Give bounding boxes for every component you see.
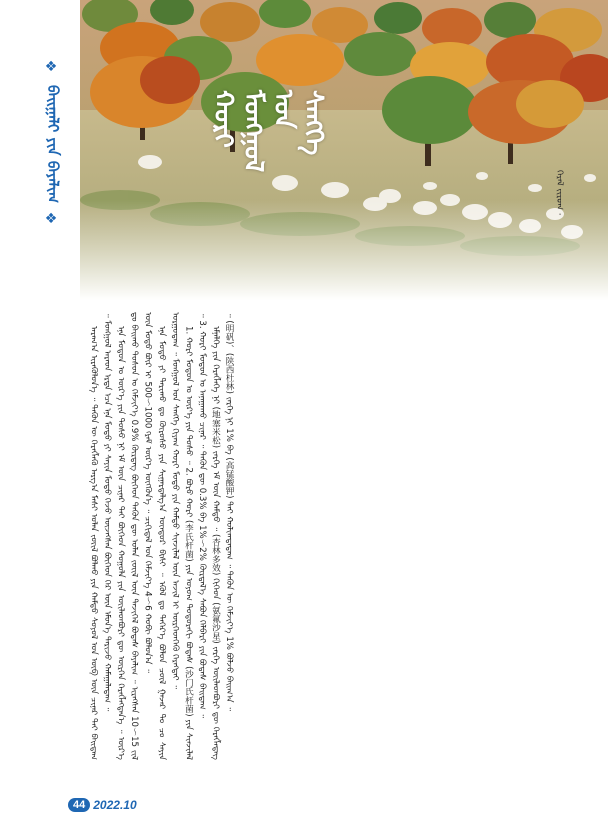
left-margin [0,0,80,831]
page-number: 44 [68,798,90,812]
article-paragraph: 1. ᠬᠣᠷᠢ ᠮᠣᠳᠣᠨ ᠤ ᠦᠷ᠎ᠡ ᠶᠢᠨ ᠲᠣᠰᠤ ᠃ 2. ᠪᠣᠷᠣ ᠬᠣᠷᠢ (李氏杆菌) ᠶᠢᠨ ᠤᠶᠤᠭ ᠳᠣᠲᠣᠷᠠᠬᠢ ᠪᠣᠳᠠᠰ (沙门氏杆菌) ᠶᠢᠨ ᠰᠢᠨᠵᠢᠯᠡᠯ ᠃ 3. ᠬᠣᠷᠢ ᠮᠣᠳᠣᠨ ᠤ ᠠᠨᠠᠭᠠᠬᠤ ᠴᠢᠨᠠᠷ ᠃ ᠲᠡᠭᠦᠨ ᠳᠦ 0.3% ᠪᠠ 1%～2% ᠬᠦᠷᠲᠡᠯ᠎ᠡ ᠰᠠᠪᠣᠨ ᠬᠡᠯᠪᠡᠷᠢ ᠶᠢᠨ ᠪᠣᠳᠠᠰ ᠪᠠᠢᠳᠠᠭ ᠃ [183,312,207,760]
photo-credit: ᠭᠡᠷᠡᠯ ᠵᠢᠷᠤᠭ · [554,170,564,216]
photo-title-line-4: ᠰᠡᠩᠬᠡ [298,90,328,156]
article-paragraph: ᠡᠮᠨᠡᠯᠭᠡ ᠶᠢᠨ ᠬᠡᠷᠡᠭᠯᠡᠭᠡ ᠨᠢ (地塞米松) ᠵᠡᠷᠭᠡ ᠡᠮ ᠦᠨ ᠬᠠᠮᠲᠤ ᠃ (杏林多效) ᠬᠢᠭᠡᠳ (氨氟沙星) ᠵᠡᠷᠭᠡ ᠦᠢᠯᠡᠳᠪᠦᠷᠢ ᠳᠦ ᠬᠡᠷᠡᠭᠯᠡᠳᠡᠭ ᠃ (明矾)、(陕西杜林) ᠵᠡᠷᠭᠡ ᠨᠢ 1% ᠪᠠ (高锰酸钾) ᠲᠠᠢ ᠬᠣᠯᠢᠭᠳᠠᠳᠠᠭ ᠃ ᠲᠡᠭᠦᠨ ᠦ ᠬᠡᠮᠵᠢᠶ᠎ᠡ 1% ᠪᠣᠯᠵᠤ ᠪᠠᠢᠭ᠎ᠠ ᠃ [210,312,235,760]
ornament-bottom-icon: ❖ [44,211,58,227]
article-paragraph: ᠠᠷᠠᠭ᠎ᠠ ᠢᠷᠡᠭᠦᠯᠦᠨ᠎ᠡ ᠃ ᠲᠡᠭᠦᠨ ᠦ ᠬᠡᠷᠡᠭᠯᠡᠬᠦ ᠠᠷᠭ᠎ᠠ ᠮᠠᠰᠢ ᠣᠯᠠᠨ ᠵᠦᠢᠯ ᠪᠣᠯᠬᠤ ᠶᠢᠨ ᠬᠠᠮᠲᠤ ᠰᠣᠶᠣᠯ ᠤᠨ ᠥᠪ ᠦᠨ ᠴᠢᠨᠠᠷ ᠲᠠᠢ ᠪᠠᠢᠳᠠᠭ ᠃ ᠮᠣᠩᠭᠣᠯ ᠠᠷᠠᠳ ᠡᠷᠲᠡ ᠡᠴᠡ ᠡᠨᠡ ᠮᠣᠳᠣ ᠶᠢ ᠰᠠᠶᠢᠨ ᠮᠣᠳᠣ ᠭᠡᠵᠦ ᠦᠵᠡᠭᠰᠡᠨ ᠪᠥᠭᠡᠳ ᠭᠡᠷ ᠦᠨ ᠡᠮᠦᠨ᠎ᠡ ᠲᠠᠷᠢᠵᠤ ᠬᠠᠮᠠᠭᠠᠯᠠᠳᠠᠭ ᠃ [88,312,113,760]
ornament-top-icon: ❖ [44,59,58,75]
article-paragraph: ᠡᠨᠡ ᠮᠣᠳᠣ ᠶᠢ ᠲᠠᠷᠢᠬᠤ ᠳᠤ ᠬᠥᠷᠦᠰᠦ ᠶᠢᠨ ᠰᠢᠭᠠᠷᠳᠠᠯᠭ᠎ᠠ ᠥᠨᠳᠥᠷ ᠪᠢᠰᠢ ᠃ ᠡᠭᠦᠯ ᠳᠤ ᠳᠡᠭᠡᠷ᠎ᠡ ᠪᠣᠯᠤᠨ ᠴᠥᠯ ᠭᠠᠵᠠᠷ ᠲᠤ ᠴᠤ ᠰᠠᠶᠢᠨ ᠤᠷᠭᠤᠳᠠᠭ ᠃ ᠮᠣᠩᠭᠣᠯ ᠤᠨ ᠰᠡᠩᠬᠡ ᠬᠢᠶᠠᠭ ᠬᠣᠷᠢ ᠮᠣᠳᠣ ᠶᠢᠨ ᠬᠠᠮᠲᠤ ᠰᠢᠨᠵᠢᠯᠡᠯ ᠦᠨ ᠠᠵᠢᠯ ᠢ ᠥᠷᠭᠡᠳᠬᠡᠬᠦ ᠬᠡᠷᠡᠭᠲᠡᠢ ᠃ [156,312,180,760]
landscape-photo [80,0,608,300]
page-footer [68,796,137,814]
article-body [86,312,600,760]
photo-title-line-3: ᠤᠨ [268,90,298,129]
article-paragraph: ᠡᠨᠡ ᠮᠣᠳᠣᠨ ᠤ ᠦᠷ᠎ᠡ ᠶᠢᠨ ᠲᠣᠰᠤ ᠨᠢ ᠡᠮ ᠦᠨ ᠴᠢᠨᠠᠷ ᠲᠠᠢ ᠪᠥᠭᠡᠳ ᠬᠣᠭᠣᠯᠠ ᠶᠢᠨ ᠦᠢᠯᠡᠳᠪᠦᠷᠢ ᠳᠦ ᠥᠷᠭᠡᠨ ᠬᠡᠷᠡᠭᠯᠡᠭᠳᠡᠨ᠎ᠡ ᠃ ᠦᠷ᠎ᠡ ᠳᠤ ᠪᠠᠢᠬᠤ ᠲᠣᠰᠤᠨ ᠤ ᠬᠡᠮᠵᠢᠶ᠎ᠡ 0.9% ᠬᠦᠷᠳᠡᠭ ᠪᠥᠭᠡᠳ ᠲᠡᠭᠦᠨ ᠳᠦ ᠣᠯᠠᠨ ᠵᠦᠢᠯ ᠦᠨ ᠲᠡᠵᠢᠭᠡᠯ ᠪᠣᠳᠠᠰ ᠪᠠᠶᠠᠯᠢᠭ ᠃ ᠢᠷᠡᠭᠰᠡᠨ 10～15 ᠵᠢᠯ ᠦᠨ ᠮᠣᠳᠣ ᠪᠦᠷ ᠢ 500～1000 ᠭᠷᠠᠮ ᠦᠷ᠎ᠡ ᠥᠭᠭᠦᠨ᠎ᠡ ᠃ ᠴᠢᠭᠢᠳᠠᠯ ᠤᠨ ᠬᠡᠮᠵᠢᠶ᠎ᠡ 4～6 ᠬᠤᠪᠢ ᠪᠣᠯᠤᠨ᠎ᠠ ᠃ [115,312,153,760]
photo-title-line-1: ᠬᠣᠷᠢ [208,90,238,148]
running-head: ᠪᠠᠢᠭᠠᠯᠢ ᠶᠢᠨ ᠪᠠᠶᠠᠯᠢᠭ [44,84,62,204]
issue-number: 2022.10 [93,798,137,812]
photo-title-line-2: ᠮᠣᠩᠭᠣᠯ [238,90,268,173]
